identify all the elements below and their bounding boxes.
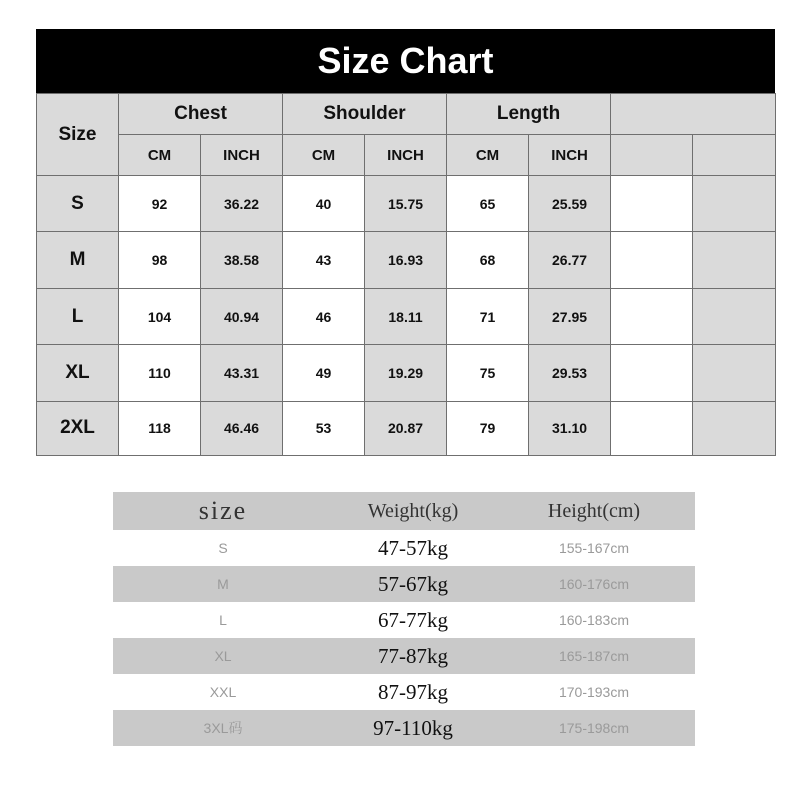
- shoulder-inch: 15.75: [365, 176, 447, 232]
- size-label: S: [218, 540, 228, 556]
- fit-table: [113, 492, 695, 746]
- blank-cell: [693, 176, 776, 232]
- height-value: 155-167cm: [558, 540, 630, 556]
- weight-value: 57-67kg: [378, 571, 448, 596]
- length-inch: 26.77: [529, 232, 611, 288]
- height-value: 160-183cm: [558, 612, 630, 628]
- table-row: [37, 288, 776, 344]
- length-inch: 31.10: [529, 401, 611, 455]
- chest-cm: 92: [119, 176, 201, 232]
- weight-header: Weight(kg): [367, 499, 459, 522]
- weight-value: 97-110kg: [373, 715, 453, 740]
- length-cm: 71: [447, 288, 529, 344]
- chest-header: Chest: [119, 94, 283, 135]
- size-label: XXL: [209, 684, 237, 700]
- height-value: 175-198cm: [558, 720, 630, 736]
- blank-cell: [611, 345, 693, 401]
- blank-cell: [693, 288, 776, 344]
- unit-header: INCH: [365, 135, 447, 176]
- blank-cell: [611, 232, 693, 288]
- blank-cell: [611, 176, 693, 232]
- size-header: size: [198, 496, 248, 525]
- chest-cm: 110: [119, 345, 201, 401]
- blank-cell: [693, 345, 776, 401]
- chest-cm: 98: [119, 232, 201, 288]
- blank-cell: [693, 232, 776, 288]
- size-column-header: Size: [37, 94, 119, 176]
- size-label: L: [219, 612, 227, 628]
- unit-header: INCH: [201, 135, 283, 176]
- height-header: Height(cm): [547, 499, 641, 522]
- table-row: [113, 674, 695, 710]
- table-row: [37, 176, 776, 232]
- size-label: M: [217, 576, 229, 592]
- size-label: S: [37, 176, 119, 232]
- table-row: [113, 710, 695, 746]
- weight-value: 87-97kg: [378, 679, 448, 704]
- blank-header-cell: [611, 94, 776, 135]
- shoulder-cm: 49: [283, 345, 365, 401]
- weight-value: 77-87kg: [378, 643, 448, 668]
- chest-inch: 46.46: [201, 401, 283, 455]
- blank-header-cell: [693, 135, 776, 176]
- size-label: L: [37, 288, 119, 344]
- size-chart: [36, 29, 775, 456]
- chest-inch: 40.94: [201, 288, 283, 344]
- shoulder-inch: 19.29: [365, 345, 447, 401]
- length-inch: 29.53: [529, 345, 611, 401]
- blank-cell: [611, 401, 693, 455]
- shoulder-inch: 18.11: [365, 288, 447, 344]
- shoulder-cm: 40: [283, 176, 365, 232]
- length-inch: 25.59: [529, 176, 611, 232]
- shoulder-cm: 46: [283, 288, 365, 344]
- shoulder-inch: 16.93: [365, 232, 447, 288]
- shoulder-inch: 20.87: [365, 401, 447, 455]
- blank-cell: [611, 288, 693, 344]
- height-value: 165-187cm: [558, 648, 630, 664]
- length-cm: 75: [447, 345, 529, 401]
- fit-table-header: [113, 492, 695, 530]
- chest-cm: 104: [119, 288, 201, 344]
- length-header: Length: [447, 94, 611, 135]
- size-label: 3XL码: [203, 720, 243, 736]
- unit-header: CM: [119, 135, 201, 176]
- size-chart-table: [36, 93, 776, 456]
- shoulder-cm: 43: [283, 232, 365, 288]
- table-row: [113, 566, 695, 602]
- size-label: XL: [214, 648, 232, 664]
- unit-header: CM: [447, 135, 529, 176]
- weight-value: 47-57kg: [378, 535, 448, 560]
- chest-inch: 36.22: [201, 176, 283, 232]
- length-cm: 65: [447, 176, 529, 232]
- table-row: [113, 530, 695, 566]
- height-value: 160-176cm: [558, 576, 630, 592]
- length-inch: 27.95: [529, 288, 611, 344]
- blank-header-cell: [611, 135, 693, 176]
- size-chart-title: Size Chart: [36, 29, 775, 93]
- chest-cm: 118: [119, 401, 201, 455]
- length-cm: 79: [447, 401, 529, 455]
- table-row: [113, 602, 695, 638]
- size-label: 2XL: [37, 401, 119, 455]
- unit-header: INCH: [529, 135, 611, 176]
- unit-header: CM: [283, 135, 365, 176]
- size-label: XL: [37, 345, 119, 401]
- size-label: M: [37, 232, 119, 288]
- height-value: 170-193cm: [558, 684, 630, 700]
- chest-inch: 38.58: [201, 232, 283, 288]
- length-cm: 68: [447, 232, 529, 288]
- weight-value: 67-77kg: [378, 607, 448, 632]
- table-row: [37, 401, 776, 455]
- blank-cell: [693, 401, 776, 455]
- table-row: [37, 232, 776, 288]
- shoulder-cm: 53: [283, 401, 365, 455]
- table-row: [37, 345, 776, 401]
- shoulder-header: Shoulder: [283, 94, 447, 135]
- table-row: [113, 638, 695, 674]
- chest-inch: 43.31: [201, 345, 283, 401]
